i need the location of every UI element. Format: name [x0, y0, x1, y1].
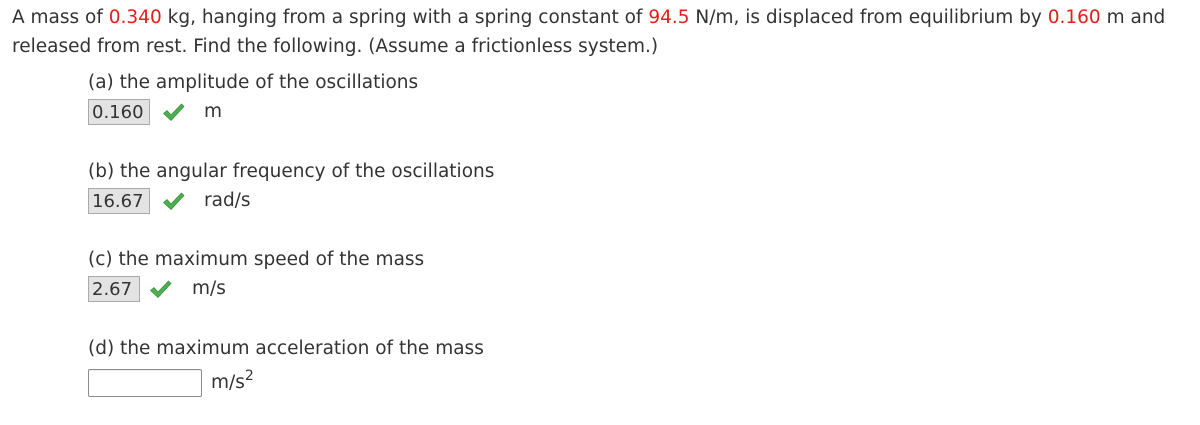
part-b	[88, 160, 494, 218]
check-icon	[161, 190, 185, 212]
part-c-unit: m/s	[192, 278, 226, 299]
part-d-label: (d) the maximum acceleration of the mass	[88, 338, 484, 359]
part-c-answer-field[interactable]: 2.67	[88, 276, 140, 302]
problem-intro: A mass of	[12, 7, 109, 28]
part-a-unit: m	[204, 101, 223, 122]
displacement-value: 0.160	[1047, 7, 1101, 28]
part-b-answer-field[interactable]: 16.67	[88, 188, 150, 214]
part-d-unit-base: m/s	[211, 372, 245, 393]
part-b-label: (b) the angular frequency of the oscillations	[88, 161, 495, 182]
part-c	[88, 248, 424, 306]
problem-statement	[12, 4, 1192, 61]
problem-text-3: N/m, is displaced from equilibrium by	[689, 7, 1048, 28]
part-d-answer-input[interactable]	[88, 369, 202, 397]
part-a-answer-field[interactable]: 0.160	[88, 99, 150, 125]
part-d-unit-exponent: 2	[244, 367, 254, 384]
spring-constant-value: 94.5	[648, 7, 690, 28]
part-c-label: (c) the maximum speed of the mass	[88, 249, 425, 270]
problem-text-2: kg, hanging from a spring with a spring constant of	[161, 7, 649, 28]
problem-text-4: m and released from rest. Find the following. (Assume a frictionless system.)	[12, 7, 1166, 57]
check-icon	[148, 278, 172, 300]
mass-value: 0.340	[108, 7, 162, 28]
check-icon	[161, 101, 185, 123]
part-d	[88, 337, 484, 399]
part-b-answer-row	[88, 188, 494, 218]
part-b-unit: rad/s	[204, 190, 251, 211]
part-a	[88, 71, 418, 129]
part-d-unit	[211, 367, 254, 396]
part-a-label: (a) the amplitude of the oscillations	[88, 72, 419, 93]
part-a-answer-row	[88, 99, 418, 129]
part-c-answer-row	[88, 276, 424, 306]
part-d-answer-row	[88, 369, 484, 399]
